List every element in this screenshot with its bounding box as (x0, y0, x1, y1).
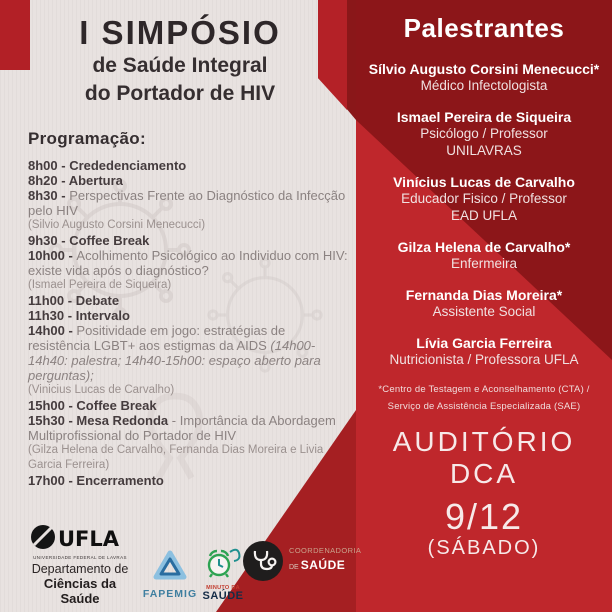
program-item (28, 188, 350, 233)
ribbon-fold-dark (347, 0, 356, 120)
speaker-role2: UNILAVRAS (446, 142, 522, 158)
ufla-logo-icon (30, 524, 130, 552)
speaker-role: Assistente Social (432, 303, 536, 319)
fapemig-logo-icon (149, 548, 191, 582)
program-item-description: - Importância da Abordagem Multiprofissional do Portador de HIV (28, 413, 336, 443)
program-time: 17h00 - (28, 473, 77, 488)
program-item-detail: (14h00-14h40: palestra; 14h40-15h00: espaço aberto para perguntas); (28, 338, 321, 383)
program-time: 15h00 - (28, 398, 77, 413)
stethoscope-icon (242, 540, 284, 582)
speaker-role: Psicólogo / Professor (420, 126, 548, 142)
program-time: 8h30 - (28, 188, 70, 203)
program-item (28, 233, 350, 248)
program-item (28, 173, 350, 188)
program-heading: Programação: (28, 129, 146, 148)
speaker (368, 109, 600, 160)
minuto-label-top: MINUTO DA (206, 585, 240, 591)
program-item-title: Encerramento (76, 473, 164, 488)
program-item (28, 323, 350, 398)
program-item-description: Perspectivas Frente ao Diagnóstico da Infecção pelo HIV (28, 188, 346, 218)
speaker (368, 61, 600, 95)
speaker-name: Vinícius Lucas de Carvalho (393, 173, 575, 190)
alarm-clock-icon (203, 546, 243, 580)
department-line2: Ciências da Saúde (43, 576, 117, 606)
program-item-note: (Vinicius Lucas de Carvalho) (28, 384, 175, 396)
program-item-title: Crededenciamento (69, 158, 187, 173)
title-line2: de Saúde Integral (92, 53, 268, 77)
program-time: 10h00 - (28, 248, 77, 263)
footnote-line2: Serviço de Assistência Especializada (SAE) (387, 400, 581, 412)
speaker-name: Sílvio Augusto Corsini Menecucci* (368, 61, 600, 77)
top-left-red-block (0, 0, 30, 70)
fapemig-logo (142, 548, 198, 600)
speaker-role: Enfermeira (450, 255, 518, 271)
ufla-logo (24, 524, 136, 606)
minuto-da-saude-logo (200, 546, 246, 602)
program-item (28, 308, 350, 323)
speaker (368, 239, 600, 273)
coordenadoria-label-top: COORDENADORIA (289, 546, 362, 556)
program-list (28, 158, 350, 488)
speaker-name: Gilza Helena de Carvalho* (397, 238, 571, 255)
program-item-note: (Silvio Augusto Corsini Menecucci) (28, 219, 206, 231)
program-item (28, 398, 350, 413)
program-time: 9h30 - (28, 233, 70, 248)
program-time: 14h00 - (28, 323, 77, 338)
speaker-name: Ismael Pereira de Siqueira (396, 108, 572, 125)
program-item (28, 293, 350, 308)
minuto-label-bottom: SAÚDE (202, 590, 244, 602)
program-item-title: Intervalo (75, 308, 130, 323)
title-line1: I SIMPÓSIO (79, 14, 281, 51)
venue-block (356, 425, 612, 560)
program-time: 15h30 - (28, 413, 77, 428)
ufla-logo-subtext: UNIVERSIDADE FEDERAL DE LAVRAS (33, 555, 127, 560)
svg-text:UFLA: UFLA (58, 527, 120, 551)
program-item-title: Mesa Redonda (76, 413, 169, 428)
program-item (28, 473, 350, 488)
footnote-line1: *Centro de Testagem e Aconselhamento (CTA) / (378, 384, 590, 396)
speaker (368, 174, 600, 225)
program-item-title: Coffee Break (69, 233, 150, 248)
program-item (28, 248, 350, 293)
department-line1: Departamento de (31, 562, 129, 576)
program-time: 8h20 - (28, 173, 69, 188)
program-item-title: Debate (75, 293, 120, 308)
right-panel (356, 0, 612, 612)
title-line3: do Portador de HIV (84, 82, 276, 106)
venue-room: DCA (449, 458, 519, 490)
speaker-name: Lívia Garcia Ferreira (416, 334, 552, 351)
speaker-role: Médico Infectologista (420, 78, 548, 94)
coordenadoria-logo (242, 540, 361, 582)
program-item-note: (Ismael Pereira de Siqueira) (28, 279, 172, 291)
coordenadoria-label-de: DE (289, 564, 299, 572)
fapemig-label: FAPEMIG (142, 588, 198, 600)
speaker-role: Educador Fisico / Professor (401, 190, 567, 206)
program-item-title: Coffee Break (76, 398, 157, 413)
program-item-description: Positividade em jogo: estratégias de resistência LGBT+ aos estigmas da AIDS (28, 323, 286, 353)
coordenadoria-label-saude: SAÚDE (300, 558, 346, 573)
program-item (28, 413, 350, 473)
program-time: 11h00 - (28, 293, 76, 308)
program-time: 11h30 - (28, 308, 76, 323)
program-item-description: Acolhimento Psicológico ao Individuo com HIV: existe vida após o diagnóstico? (28, 248, 348, 278)
page-title (38, 14, 322, 109)
program-item-note: (Gilza Helena de Carvalho, Fernanda Dias Moreira e Livia Garcia Ferreira) (28, 444, 324, 471)
speaker-name: Fernanda Dias Moreira* (405, 286, 563, 303)
venue-date: 9/12 (444, 495, 524, 537)
program-item (28, 158, 350, 173)
program-item-title: Abertura (68, 173, 123, 188)
venue-name: AUDITÓRIO (392, 425, 576, 457)
footnote (356, 382, 612, 414)
speaker-role: Nutricionista / Professora UFLA (389, 351, 579, 367)
speakers-heading: Palestrantes (403, 13, 565, 43)
speaker-role2: EAD UFLA (450, 207, 518, 223)
speaker (368, 335, 600, 369)
program-time: 8h00 - (28, 158, 70, 173)
venue-day: (SÁBADO) (427, 537, 541, 560)
speaker (368, 287, 600, 321)
